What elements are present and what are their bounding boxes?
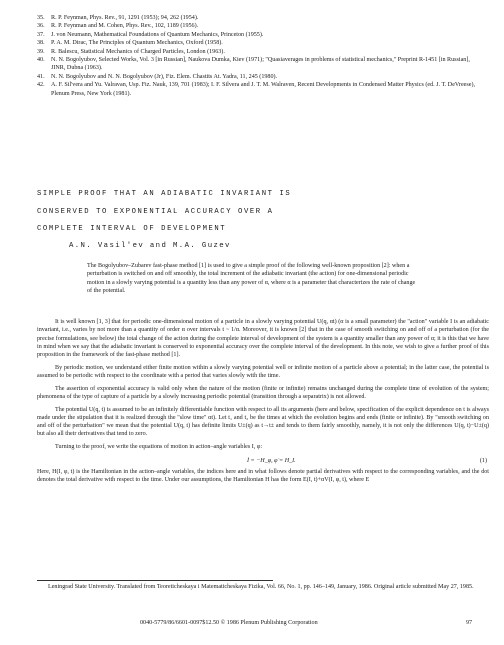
equation [37,456,489,468]
footnote-divider [37,580,273,581]
reference-number: 42. [37,82,45,89]
publication-identifier: 0040-5779/86/6601-0097$12.50 © 1986 Plenum Publishing Corporation [140,620,318,626]
title-line: COMPLETE INTERVAL OF DEVELOPMENT [37,225,227,233]
reference-item [37,81,477,98]
paragraph: Turning to the proof, we write the equations of motion in action–angle variables I, φ: [55,444,263,451]
reference-number: 35. [37,15,45,21]
page-number: 97 [466,620,473,626]
article-body [37,318,489,489]
title-line: CONSERVED TO EXPONENTIAL ACCURACY OVER A [37,207,274,216]
paragraph: The assertion of exponential accuracy is valid only when the nature of the motion (finite or infinite) remains unchanged during the complete time of evolution of the system; phenomena of the type of capture of a particle by a slowly increasing periodic potential (transition through a separatrix) is not allowed. [37,385,489,400]
paragraph: By periodic motion, we understand either finite motion within a slowly varying potential well or infinite motion of a particle above a potential; in the latter case, the potential is assumed to be periodic with respect to the coordinate with a period that varies slowly with the time. [37,364,489,380]
reference-number: 36. [37,23,45,30]
reference-text: N. N. Bogolyubov and N. N. Bogolyubov (Jr), Fiz. Elem. Chastits At. Yadra, 11, 245 (1980). [51,73,278,80]
article-title [37,186,477,239]
reference-item [37,39,477,47]
reference-text: J. von Neumann, Mathematical Foundations of Quantum Mechanics, Princeton (1955). [51,31,264,38]
reference-item [37,14,477,22]
footnote: Leningrad State University. Translated from Teoreticheskaya i Matematicheskaya Fizika, Vol. 66, No. 1, pp. 146–149, January, 1986. Original article submitted May 27, 1985. [48,584,474,590]
title-line: SIMPLE PROOF THAT AN ADIABATIC INVARIANT IS [37,190,292,198]
reference-item [37,48,477,56]
reference-number: 39. [37,48,45,55]
reference-text: R. Balescu, Statistical Mechanics of Charged Particles, London (1963). [51,48,225,55]
paragraph: It is well known [1, 3] that for periodic one-dimensional motion of a particle in a slowly varying potential U(q, αt) (α is a small parameter) the "action" variable I is an adiabatic invariant, i.e., varies by not more than a quantity of order α over intervals t ~ 1/α. Moreover, it is known [2] that in the case of smooth switching on and off of a perturbation (for the precise formulations, see below) the total change of the action during the complete interval of development of the system is a quantity smaller than any power of α; it is this that we have in mind when we say that the adiabatic invariant is conserved to exponential accuracy over the complete interval of the development. In this note, we wish to give a further proof of this proposition in the framework of the fast-phase method [1]. [37,319,489,359]
equation-number: (1) [479,457,487,464]
equation-expression: İ = −H_φ, φ̇ = H_I. [247,457,296,464]
reference-number: 40. [37,57,45,64]
reference-item [37,31,477,39]
reference-text: A. F. Sil'vera and Yu. Valravan, Usp. Fiz. Nauk, 139, 701 (1983); I. F. Silvera and J. T. M. Walraven, Recent Developments in Condensed Matter Physics (ed. J. T. DeVreese), Plenum Press, New York (1981). [51,82,475,97]
paragraph: Here, H(I, φ, t) is the Hamiltonian in the action–angle variables, the indices here and in what follows denote partial derivatives with respect to the corresponding variables, and the dot denotes the total derivative with respect to the time. Under our assumptions, the Hamiltonian H has the form E(I, t)+αV(I, φ, t), where E [37,468,489,483]
reference-item [37,73,477,81]
author-line: A.N. Vasil'ev and M.A. Guzev [69,242,231,250]
reference-item [37,56,477,73]
reference-number: 38. [37,40,45,47]
reference-text: R. P. Feynman and M. Cohen, Phys. Rev., 102, 1189 (1956). [51,23,199,30]
reference-text: P. A. M. Dirac, The Principles of Quantum Mechanics, Oxford (1958). [51,40,223,47]
abstract: The Bogolyubov–Zubarev fast-phase method [1] is used to give a simple proof of the following well-known proposition [2]: when a perturbation is switched on and off smoothly, the total increment of the adiabatic invariant (the action) for one-dimensional periodic motion in a slowly varying potential is a quantity less than any power of α, where α is a parameter that characterizes the rate of change of the potential. [87,263,416,294]
reference-text: R. P. Feynman, Phys. Rev., 91, 1291 (1953); 94, 262 (1954). [51,15,199,21]
references-list [37,14,477,98]
paragraph: The potential U(q, t) is assumed to be an infinitely differentiable function with respect to all its arguments (here and below, specification of the explicit dependence on t is always made under the stipulation that it is realized through the "slow time" αt). Let t₁ and t₂ be the times at which the evolution begins and ends (finite or infinite). By "smooth switching on and off of the perturbation" we mean that the potential U(q, t) has definite limits U±(q) as t→t± and tends to them fairly smoothly, namely, it is not only the differences U(q, t)−U±(q) but also all their derivatives that tend to zero. [37,406,489,438]
reference-text: N. N. Bogolyubov, Selected Works, Vol. 3 [in Russian], Naukova Dumka, Kiev (1971); "Quasiaverages in problems of statistical mechanics," Preprint R-1451 [in Russian], JINR, Dubna (1963). [51,57,470,72]
reference-number: 37. [37,31,45,38]
reference-number: 41. [37,73,45,80]
reference-item [37,22,477,30]
